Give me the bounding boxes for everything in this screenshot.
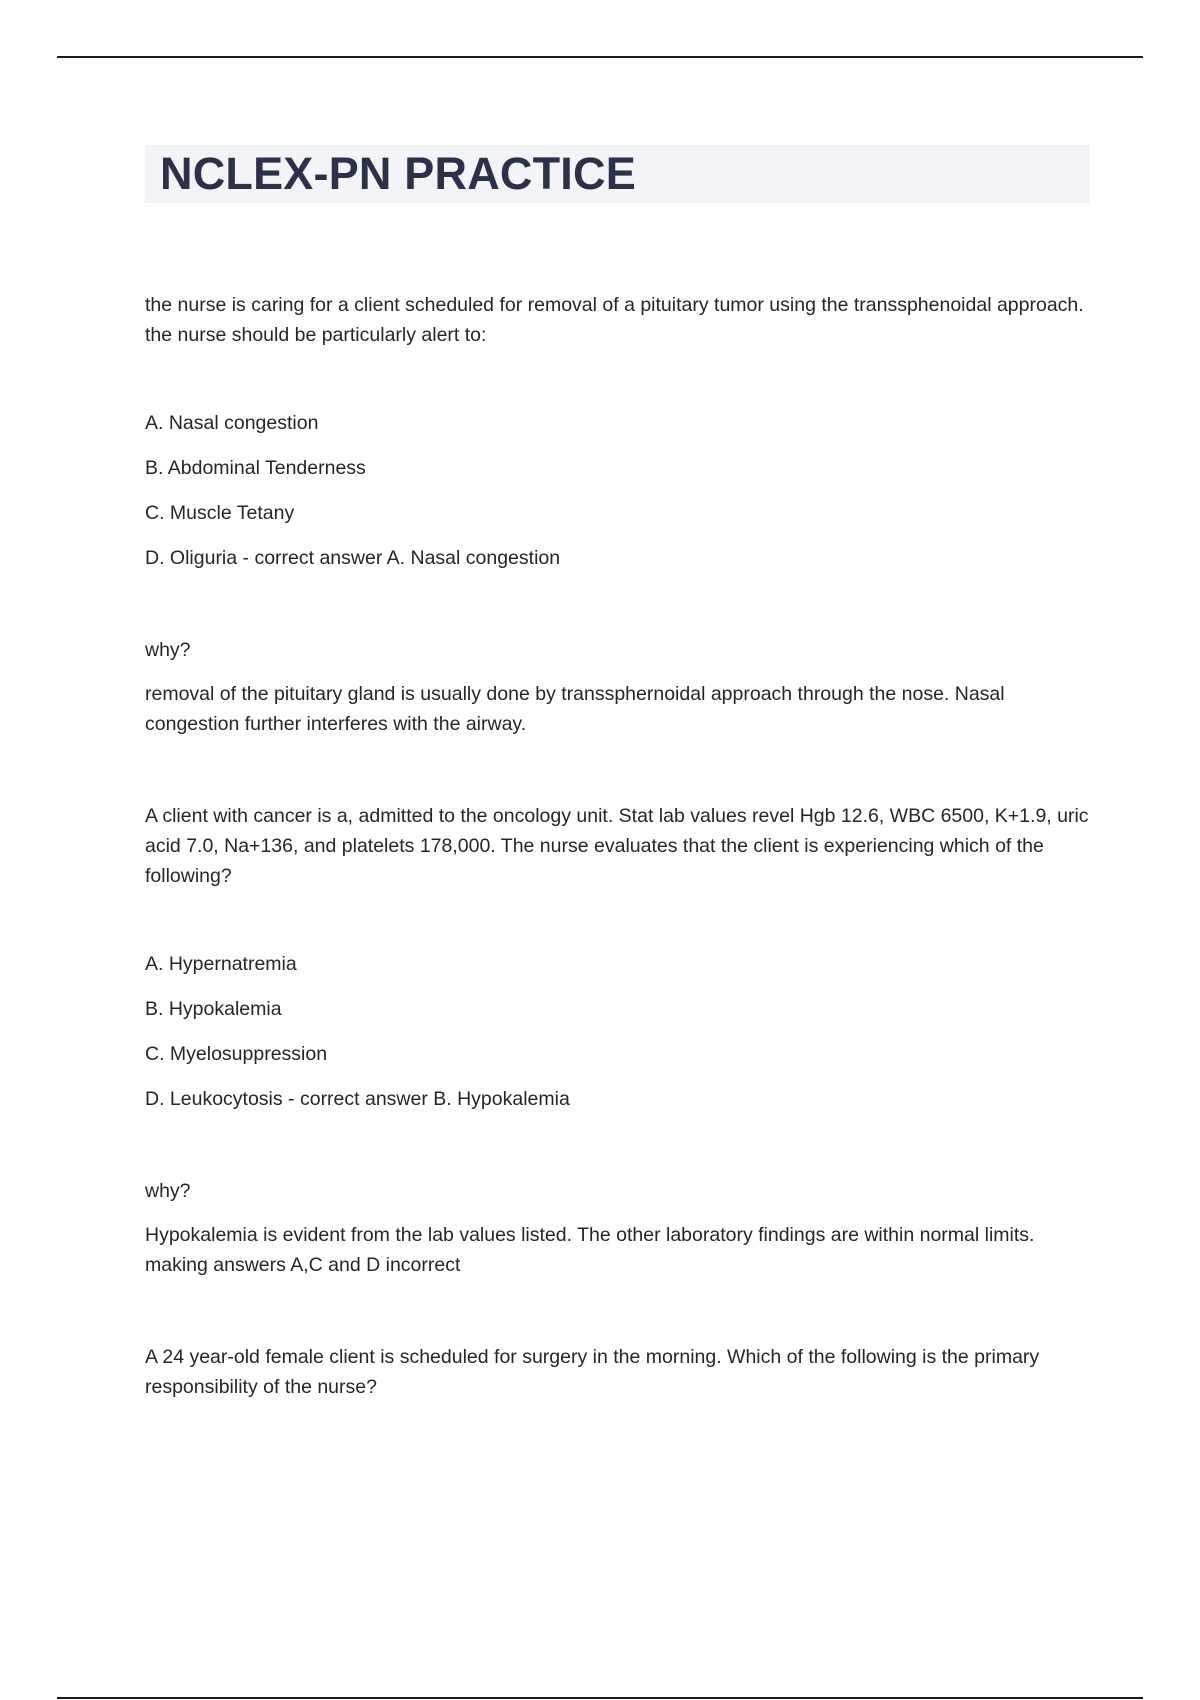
question-text: A 24 year-old female client is scheduled for surgery in the morning. Which of the following is the primary responsibility of the nurse? bbox=[145, 1346, 1040, 1398]
answer-option-d: D. Oliguria - correct answer A. Nasal congestion bbox=[145, 547, 561, 569]
question-block-1 bbox=[145, 290, 1095, 739]
rationale-label: why? bbox=[145, 1180, 191, 1202]
answer-option-b: B. Abdominal Tenderness bbox=[145, 457, 366, 479]
document-body bbox=[145, 290, 1095, 1460]
answer-option-a: A. Hypernatremia bbox=[145, 953, 297, 975]
top-rule bbox=[57, 56, 1143, 58]
document-title: NCLEX-PN PRACTICE bbox=[160, 148, 636, 199]
answer-option-c: C. Myelosuppression bbox=[145, 1043, 328, 1065]
answer-option-a: A. Nasal congestion bbox=[145, 412, 319, 434]
question-text: A client with cancer is a, admitted to the oncology unit. Stat lab values revel Hgb 12.6, WBC 6500, K+1.9, uric acid 7.0, Na+136, and platelets 178,000. The nurse evaluates that the client is experiencing which of the following? bbox=[145, 805, 1089, 887]
bottom-rule bbox=[57, 1697, 1143, 1699]
question-block-3 bbox=[145, 1342, 1095, 1402]
answer-option-c: C. Muscle Tetany bbox=[145, 502, 295, 524]
question-text: the nurse is caring for a client scheduled for removal of a pituitary tumor using the transsphenoidal approach. the nurse should be particularly alert to: bbox=[145, 294, 1084, 346]
rationale-text: removal of the pituitary gland is usually done by transsphernoidal approach through the nose. Nasal congestion further interferes with the airway. bbox=[145, 683, 1005, 735]
answer-option-b: B. Hypokalemia bbox=[145, 998, 282, 1020]
rationale-label: why? bbox=[145, 639, 191, 661]
answer-option-d: D. Leukocytosis - correct answer B. Hypokalemia bbox=[145, 1088, 570, 1110]
question-block-2 bbox=[145, 801, 1095, 1280]
rationale-text: Hypokalemia is evident from the lab values listed. The other laboratory findings are within normal limits. making answers A,C and D incorrect bbox=[145, 1224, 1035, 1276]
